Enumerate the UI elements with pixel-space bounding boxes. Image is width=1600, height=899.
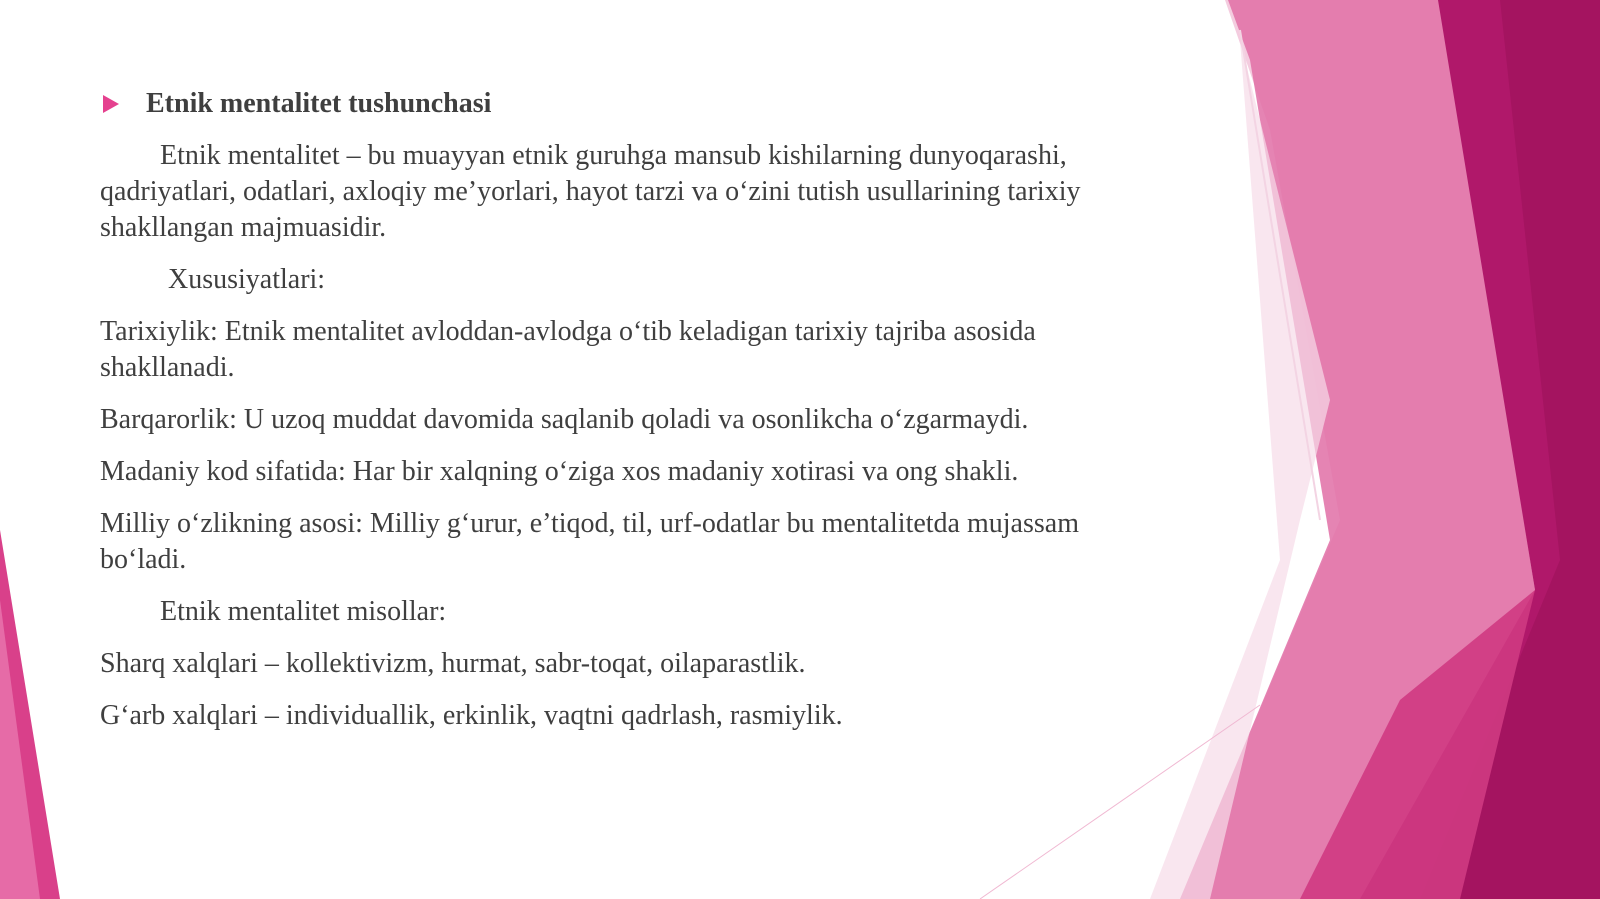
feature-cultural-code: Madaniy kod sifatida: Har bir xalqning o‘ziga xos madaniy xotirasi va ong shakli. [100, 456, 1019, 487]
slide-content [100, 86, 1160, 750]
slide-heading: Etnik mentalitet tushunchasi [146, 88, 492, 119]
example-eastern: Sharq xalqlari – kollektivizm, hurmat, sabr-toqat, oilaparastlik. [100, 648, 806, 679]
triangle-bullet-icon [103, 95, 119, 113]
feature-national-identity: Milliy o‘zlikning asosi: Milliy g‘urur, e’tiqod, til, urf-odatlar bu mentalitetda mujassam bo‘ladi. [100, 508, 1079, 575]
examples-heading: Etnik mentalitet misollar: [160, 596, 447, 627]
feature-stability: Barqarorlik: U uzoq muddat davomida saqlanib qoladi va osonlikcha o‘zgarmaydi. [100, 404, 1029, 435]
heading-row [100, 86, 1160, 122]
example-western: G‘arb xalqlari – individuallik, erkinlik, vaqtni qadrlash, rasmiylik. [100, 700, 843, 731]
definition-paragraph: Etnik mentalitet – bu muayyan etnik guruhga mansub kishilarning dunyoqarashi, qadriyatlari, odatlari, axloqiy me’yorlari, hayot tarzi va o‘zini tutish usullarining tarixiy shakllangan majmuasidir. [100, 140, 1081, 243]
features-heading: Xususiyatlari: [168, 264, 326, 295]
feature-historicity: Tarixiylik: Etnik mentalitet avloddan-avlodga o‘tib keladigan tarixiy tajriba asosida shakllanadi. [100, 316, 1036, 383]
